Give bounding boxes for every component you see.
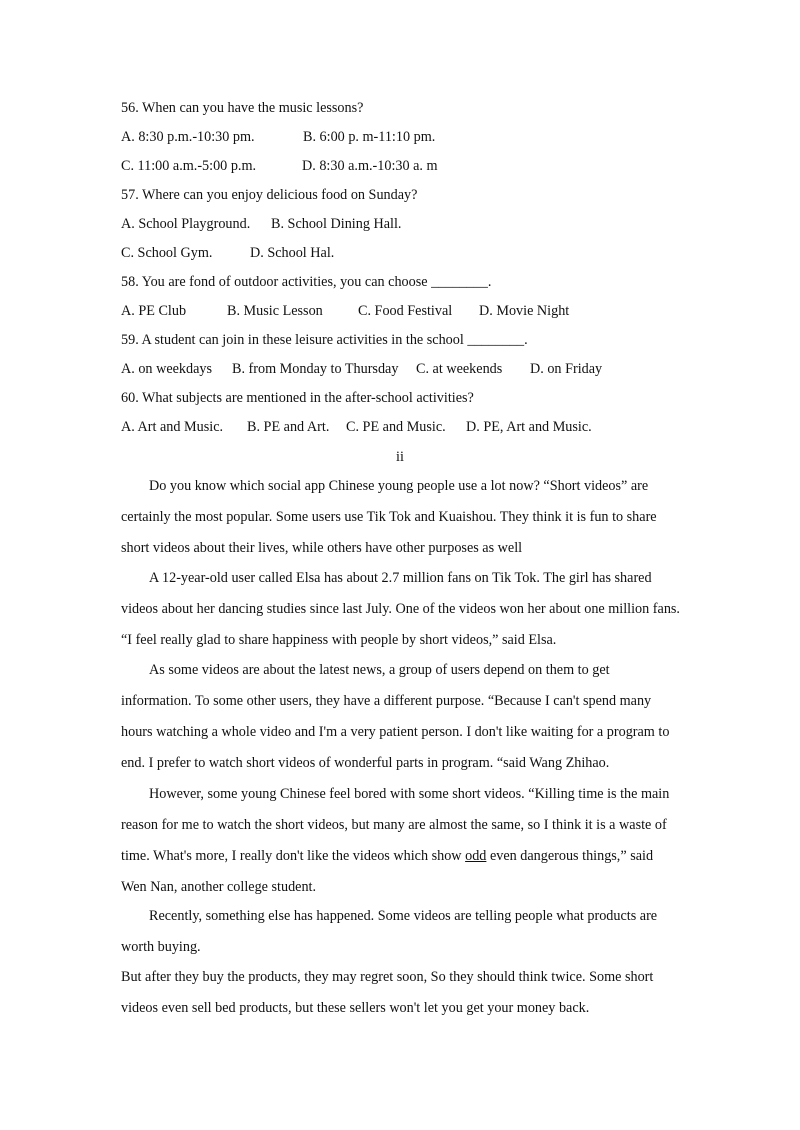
passage-p4-line3-end: even dangerous things,” said [486,848,654,864]
question-59-option-d: D. on Friday [530,361,603,377]
passage-p4-line2: reason for me to watch the short videos, but many are almost the same, so I think it is a waste of [121,817,667,833]
passage-p1-line2: certainly the most popular. Some users use Tik Tok and Kuaishou. They think it is fun to share [121,509,657,525]
question-56-stem: 56. When can you have the music lessons? [121,100,364,116]
passage-p5-line1: Recently, something else has happened. Some videos are telling people what products are [149,908,658,924]
passage-p4-line3-start: time. What's more, I really don't like the videos which show [121,848,466,864]
passage-p2-line1: A 12-year-old user called Elsa has about 2.7 million fans on Tik Tok. The girl has shared [149,570,652,586]
underlined-word: odd [465,848,487,864]
question-57-option-a: A. School Playground. [121,216,251,232]
question-60-option-d: D. PE, Art and Music. [466,419,592,435]
question-57-option-c: C. School Gym. [121,245,213,261]
question-58-option-a: A. PE Club [121,303,187,319]
section-marker: ii [396,449,404,465]
question-58-option-d: D. Movie Night [479,303,570,319]
passage-p6-line1: But after they buy the products, they may regret soon, So they should think twice. Some short [121,969,654,985]
question-56-option-c: C. 11:00 a.m.-5:00 p.m. [121,158,257,174]
question-56-option-a: A. 8:30 p.m.-10:30 pm. [121,129,255,145]
question-60-stem: 60. What subjects are mentioned in the after-school activities? [121,390,474,406]
passage-p2-line3: “I feel really glad to share happiness with people by short videos,” said Elsa. [121,632,557,648]
question-58-option-c: C. Food Festival [358,303,453,319]
passage-p3-line1: As some videos are about the latest news, a group of users depend on them to get [149,662,610,678]
question-60-option-b: B. PE and Art. [247,419,330,435]
passage-p3-line4: end. I prefer to watch short videos of wonderful parts in program. “said Wang Zhihao. [121,755,610,771]
passage-p1-line3: short videos about their lives, while others have other purposes as well [121,540,523,556]
question-59-option-b: B. from Monday to Thursday [232,361,399,377]
question-60-option-c: C. PE and Music. [346,419,446,435]
passage-p1-line1: Do you know which social app Chinese young people use a lot now? “Short videos” are [149,478,649,494]
question-59-stem: 59. A student can join in these leisure activities in the school ________. [121,332,528,348]
question-58-option-b: B. Music Lesson [227,303,323,319]
question-56-option-d: D. 8:30 a.m.-10:30 a. m [302,158,438,174]
question-57-option-d: D. School Hal. [250,245,335,261]
passage-p3-line2: information. To some other users, they have a different purpose. “Because I can't spend many [121,693,652,709]
passage-p4-line1: However, some young Chinese feel bored with some short videos. “Killing time is the main [149,786,670,802]
passage-p2-line2: videos about her dancing studies since last July. One of the videos won her about one million fans. [121,601,680,617]
question-59-option-a: A. on weekdays [121,361,213,377]
passage-p6-line2: videos even sell bed products, but these sellers won't let you get your money back. [121,1000,590,1016]
question-59-option-c: C. at weekends [416,361,503,377]
question-57-option-b: B. School Dining Hall. [271,216,402,232]
passage-p4-line4: Wen Nan, another college student. [121,879,317,895]
question-57-stem: 57. Where can you enjoy delicious food on Sunday? [121,187,418,203]
passage-p4-line3 [121,847,653,865]
passage-p3-line3: hours watching a whole video and I'm a very patient person. I don't like waiting for a program to [121,724,670,740]
question-60-option-a: A. Art and Music. [121,419,224,435]
passage-p5-line2: worth buying. [121,939,201,955]
question-56-option-b: B. 6:00 p. m-11:10 pm. [303,129,436,145]
question-58-stem: 58. You are fond of outdoor activities, you can choose ________. [121,274,492,290]
